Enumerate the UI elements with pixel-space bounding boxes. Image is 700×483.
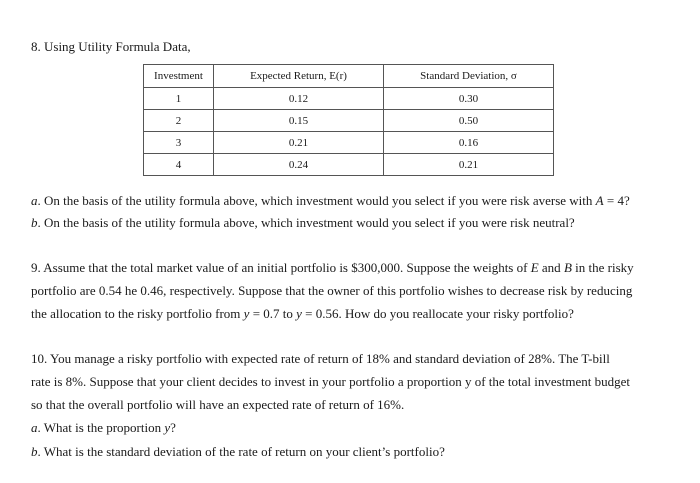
question-text: . What is the proportion	[37, 420, 165, 435]
question-8-title: 8. Using Utility Formula Data,	[31, 39, 191, 54]
question-10a	[31, 420, 176, 436]
question-text: = 4?	[603, 193, 630, 208]
question-text: and	[538, 260, 564, 275]
part-label: a	[31, 193, 38, 208]
cell-standard-deviation: 0.16	[384, 132, 554, 154]
variable: A	[595, 193, 604, 208]
variable: y	[164, 420, 171, 435]
question-10-line-2: rate is 8%. Suppose that your client decides to invest in your portfolio a proportion y of the total investment budget	[31, 374, 630, 389]
cell-standard-deviation: 0.50	[384, 110, 554, 132]
question-10-line-1: 10. You manage a risky portfolio with expected rate of return of 18% and standard deviation of 28%. The T-bill	[31, 351, 610, 366]
variable: B	[563, 260, 572, 275]
question-9-line-2: portfolio are 0.54 he 0.46, respectively. Suppose that the owner of this portfolio wishes to decrease risk by reducing	[31, 283, 633, 298]
question-10-line-3: so that the overall portfolio will have an expected rate of return of 16%.	[31, 397, 405, 412]
cell-investment: 1	[144, 88, 214, 110]
question-9-line-1	[31, 260, 634, 276]
cell-expected-return: 0.12	[214, 88, 384, 110]
table-row	[144, 110, 554, 132]
variable: E	[530, 260, 539, 275]
question-text: = 0.7 to	[249, 306, 297, 321]
question-text: the allocation to the risky portfolio from	[31, 306, 244, 321]
cell-investment: 2	[144, 110, 214, 132]
table-row	[144, 132, 554, 154]
variable: y	[243, 306, 250, 321]
header-standard-deviation: Standard Deviation, σ	[384, 65, 554, 88]
variable: y	[296, 306, 302, 321]
question-8a	[31, 193, 630, 209]
question-text: . What is the standard deviation of the rate of return on your client’s portfolio?	[37, 444, 445, 459]
question-text: = 0.56. How do you reallocate your risky portfolio?	[301, 306, 574, 321]
utility-data-table	[143, 64, 554, 176]
table-row	[144, 88, 554, 110]
cell-standard-deviation: 0.21	[384, 154, 554, 176]
header-investment: Investment	[144, 65, 214, 88]
question-10b	[31, 444, 445, 460]
cell-expected-return: 0.24	[214, 154, 384, 176]
question-text: . On the basis of the utility formula above, which investment would you select if you were risk averse with	[37, 193, 596, 208]
cell-expected-return: 0.15	[214, 110, 384, 132]
cell-expected-return: 0.21	[214, 132, 384, 154]
question-8b	[31, 215, 575, 231]
cell-investment: 3	[144, 132, 214, 154]
table-header-row	[144, 65, 554, 88]
header-expected-return: Expected Return, E(r)	[214, 65, 384, 88]
question-text: ?	[170, 420, 176, 435]
part-label: a	[31, 420, 38, 435]
question-text: . On the basis of the utility formula above, which investment would you select if you were risk neutral?	[37, 215, 575, 230]
question-text: 9. Assume that the total market value of an initial portfolio is $300,000. Suppose the weights of	[31, 260, 531, 275]
cell-standard-deviation: 0.30	[384, 88, 554, 110]
question-text: in the risky	[571, 260, 634, 275]
table-row	[144, 154, 554, 176]
part-label: b	[31, 215, 38, 230]
part-label: b	[31, 444, 38, 459]
cell-investment: 4	[144, 154, 214, 176]
question-9-line-3	[31, 306, 574, 322]
